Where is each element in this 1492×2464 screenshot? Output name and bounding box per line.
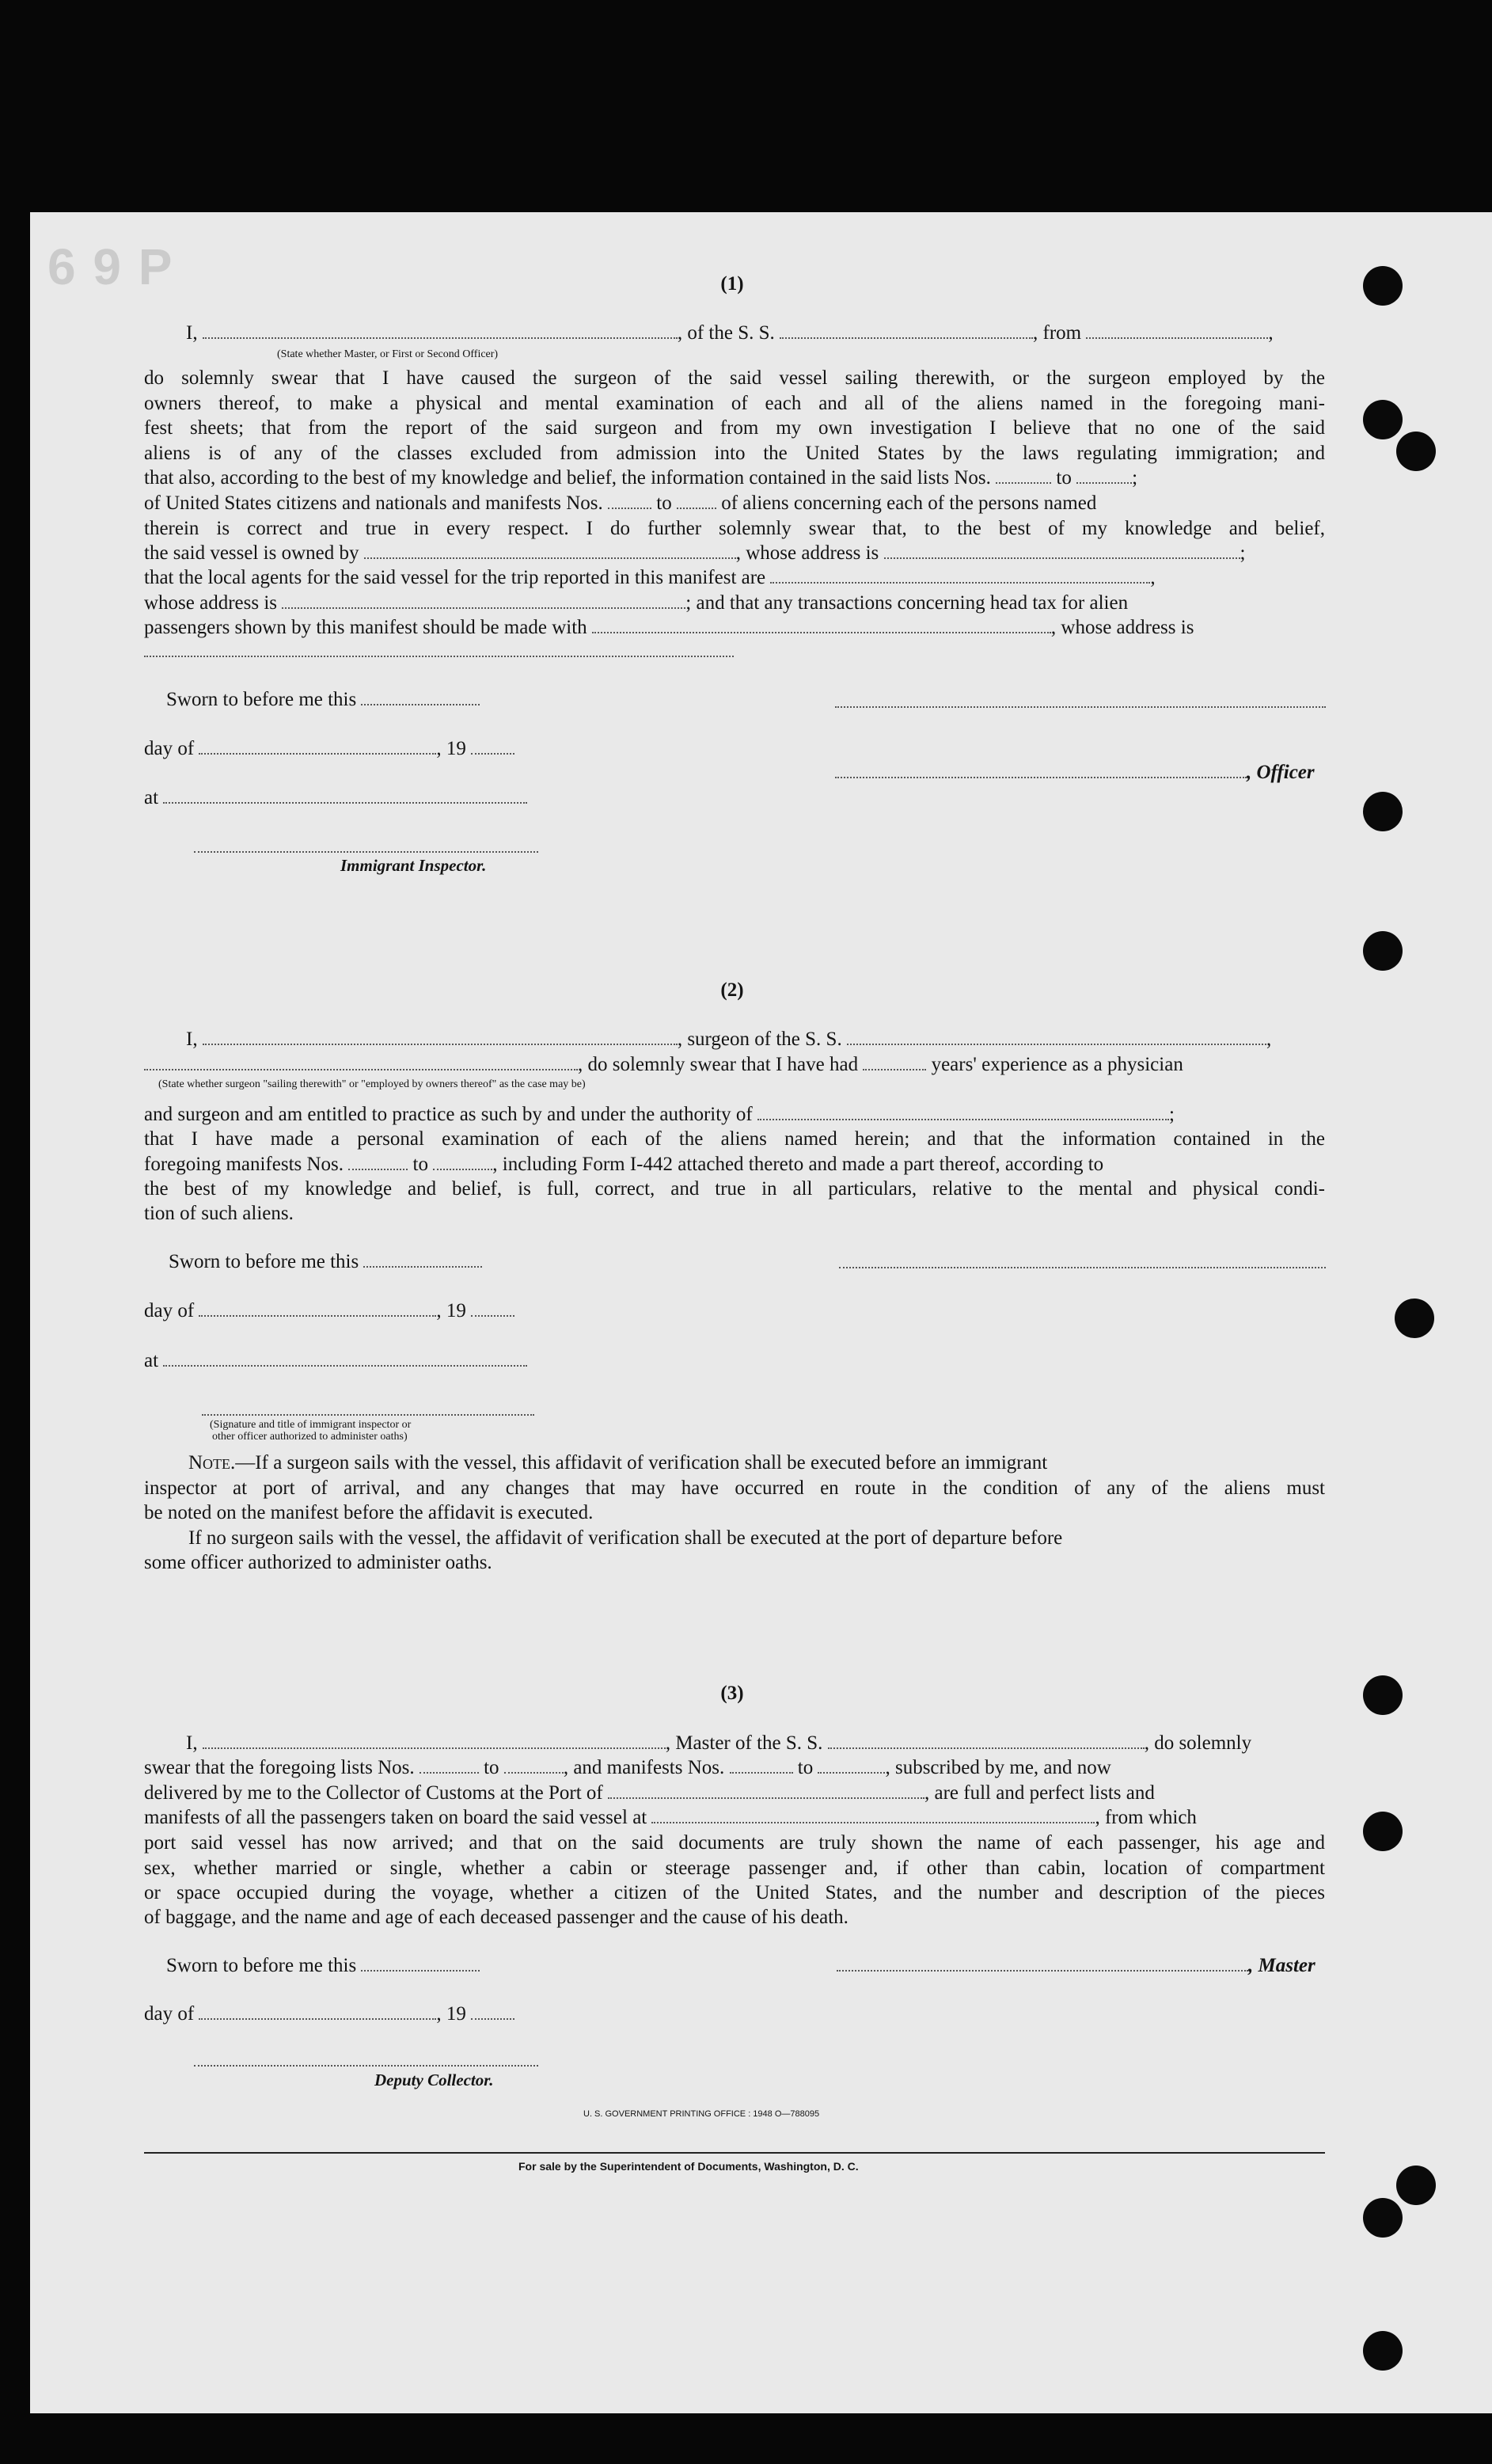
s1-text: do solemnly swear that I have caused the surgeon of the said vessel sailing therewith, or the surgeon employed by the (144, 367, 1325, 389)
punch-hole (1363, 1675, 1403, 1715)
s1-text: fest sheets; that from the report of the said surgeon and from my own investigation I believe that no one of the said (144, 417, 1325, 439)
s3-text: or space occupied during the voyage, whether a citizen of the United States, and the number and description of the pieces (144, 1882, 1325, 1903)
punch-hole (1363, 1812, 1403, 1851)
section-3-heading: (3) (720, 1683, 744, 1704)
punch-hole (1363, 266, 1403, 306)
s2-text: foregoing manifests Nos. to , including Form I-442 attached thereto and made a part thereof, according to (144, 1154, 1104, 1175)
section-2-heading: (2) (720, 979, 744, 1001)
s2-note-text: If no surgeon sails with the vessel, the affidavit of verification shall be executed at the port of departure before (188, 1527, 1063, 1549)
s3-sworn: Sworn to before me this (166, 1953, 480, 1978)
faded-stamp: 6 9 P (47, 238, 174, 295)
punch-hole (1363, 400, 1403, 439)
s2-sig-caption: (Signature and title of immigrant inspector or (210, 1419, 412, 1431)
s2-note: Note.—If a surgeon sails with the vessel, this affidavit of verification shall be executed before an immigrant (188, 1452, 1048, 1473)
s2-note-text: be noted on the manifest before the affidavit is executed. (144, 1502, 594, 1523)
punch-hole (1363, 792, 1403, 831)
s2-note-text: inspector at port of arrival, and any changes that may have occurred en route in the condition of any of the aliens must (144, 1477, 1325, 1499)
s1-dayof: day of , 19 (144, 736, 514, 761)
s1-text: therein is correct and true in every respect. I do further solemnly swear that, to the best of my knowledge and belief, (144, 518, 1325, 539)
s1-inspector-caption: Immigrant Inspector. (340, 856, 487, 875)
s2-inspector-signature-line (202, 1414, 534, 1416)
s2-caption: (State whether surgeon "sailing therewith" or "employed by owners thereof" as the case may be) (158, 1078, 586, 1090)
section-1-heading: (1) (720, 273, 744, 295)
s3-text: manifests of all the passengers taken on board the said vessel at , from which (144, 1807, 1197, 1828)
s3-deputy-caption: Deputy Collector. (374, 2070, 494, 2089)
s2-text: the best of my knowledge and belief, is full, correct, and true in all particulars, relative to the mental and physical condi- (144, 1178, 1325, 1200)
s2-dayof: day of , 19 (144, 1299, 514, 1323)
s3-dayof: day of , 19 (144, 2002, 514, 2026)
s2-signature-line (839, 1267, 1326, 1268)
punch-hole (1363, 2198, 1403, 2238)
s1-text: of United States citizens and nationals and manifests Nos. to of aliens concerning each of the persons named (144, 492, 1097, 514)
s3-master: , Master (837, 1953, 1315, 1978)
s3-paragraph (144, 1831, 1325, 1906)
s1-text: owners thereof, to make a physical and mental examination of each and all of the aliens named in the foregoing mani- (144, 392, 1325, 414)
punch-hole (1396, 432, 1436, 471)
s3-text: port said vessel has now arrived; and that on the said documents are truly shown the name of each passenger, his age and (144, 1832, 1325, 1854)
s3-deputy-signature-line (194, 2065, 538, 2067)
s1-sworn: Sworn to before me this (166, 687, 480, 712)
s1-address-line (144, 656, 734, 657)
footer-text: For sale by the Superintendent of Documents, Washington, D. C. (518, 2160, 859, 2173)
s1-text: that also, according to the best of my knowledge and belief, the information contained in the said lists Nos. to ; (144, 467, 1138, 489)
punch-hole (1363, 2331, 1403, 2371)
s1-text: the said vessel is owned by , whose address is ; (144, 542, 1246, 564)
s1-text: whose address is ; and that any transactions concerning head tax for alien (144, 592, 1129, 614)
s3-text: delivered by me to the Collector of Customs at the Port of , are full and perfect lists and (144, 1782, 1155, 1804)
s1-text: that the local agents for the said vessel for the trip reported in this manifest are , (144, 567, 1156, 588)
s2-text: that I have made a personal examination of each of the aliens named herein; and that the information contained in the (144, 1128, 1325, 1150)
s2-line2: , do solemnly swear that I have had years' experience as a physician (144, 1052, 1183, 1077)
s1-at: at (144, 785, 527, 810)
s2-text: and surgeon and am entitled to practice as such by and under the authority of ; (144, 1104, 1175, 1125)
s1-officer-signature-line (835, 706, 1326, 708)
punch-hole (1363, 931, 1403, 971)
s2-at: at (144, 1348, 527, 1373)
punch-hole (1396, 2166, 1436, 2205)
printer-imprint: U. S. GOVERNMENT PRINTING OFFICE : 1948 O—788095 (583, 2109, 820, 2119)
s3-text: sex, whether married or single, whether a cabin or steerage passenger and, if other than cabin, location of compartment (144, 1857, 1325, 1879)
s1-text: passengers shown by this manifest should be made with , whose address is (144, 617, 1194, 638)
s1-officer: , Officer (835, 760, 1315, 785)
s2-line1: I, , surgeon of the S. S. , (186, 1029, 1272, 1050)
s1-caption: (State whether Master, or First or Second Officer) (277, 348, 499, 360)
s1-paragraph (144, 366, 1325, 466)
punch-hole (1395, 1299, 1434, 1338)
s2-note-text: some officer authorized to administer oaths. (144, 1552, 492, 1573)
s1-inspector-signature-line (194, 851, 538, 853)
s3-text: swear that the foregoing lists Nos. to , and manifests Nos. to , subscribed by me, and now (144, 1757, 1111, 1778)
s3-text: of baggage, and the name and age of each deceased passenger and the cause of his death. (144, 1907, 849, 1928)
s2-sig-caption: other officer authorized to administer oaths) (212, 1431, 408, 1443)
s2-text: tion of such aliens. (144, 1203, 294, 1224)
s1-text: aliens is of any of the classes excluded from admission into the United States by the laws regulating immigration; and (144, 442, 1325, 464)
s1-line1: I, , of the S. S. , from , (186, 322, 1274, 344)
s3-line1: I, , Master of the S. S. , do solemnly (186, 1732, 1252, 1754)
footer-rule (144, 2152, 1325, 2154)
s2-sworn: Sworn to before me this (169, 1249, 482, 1274)
